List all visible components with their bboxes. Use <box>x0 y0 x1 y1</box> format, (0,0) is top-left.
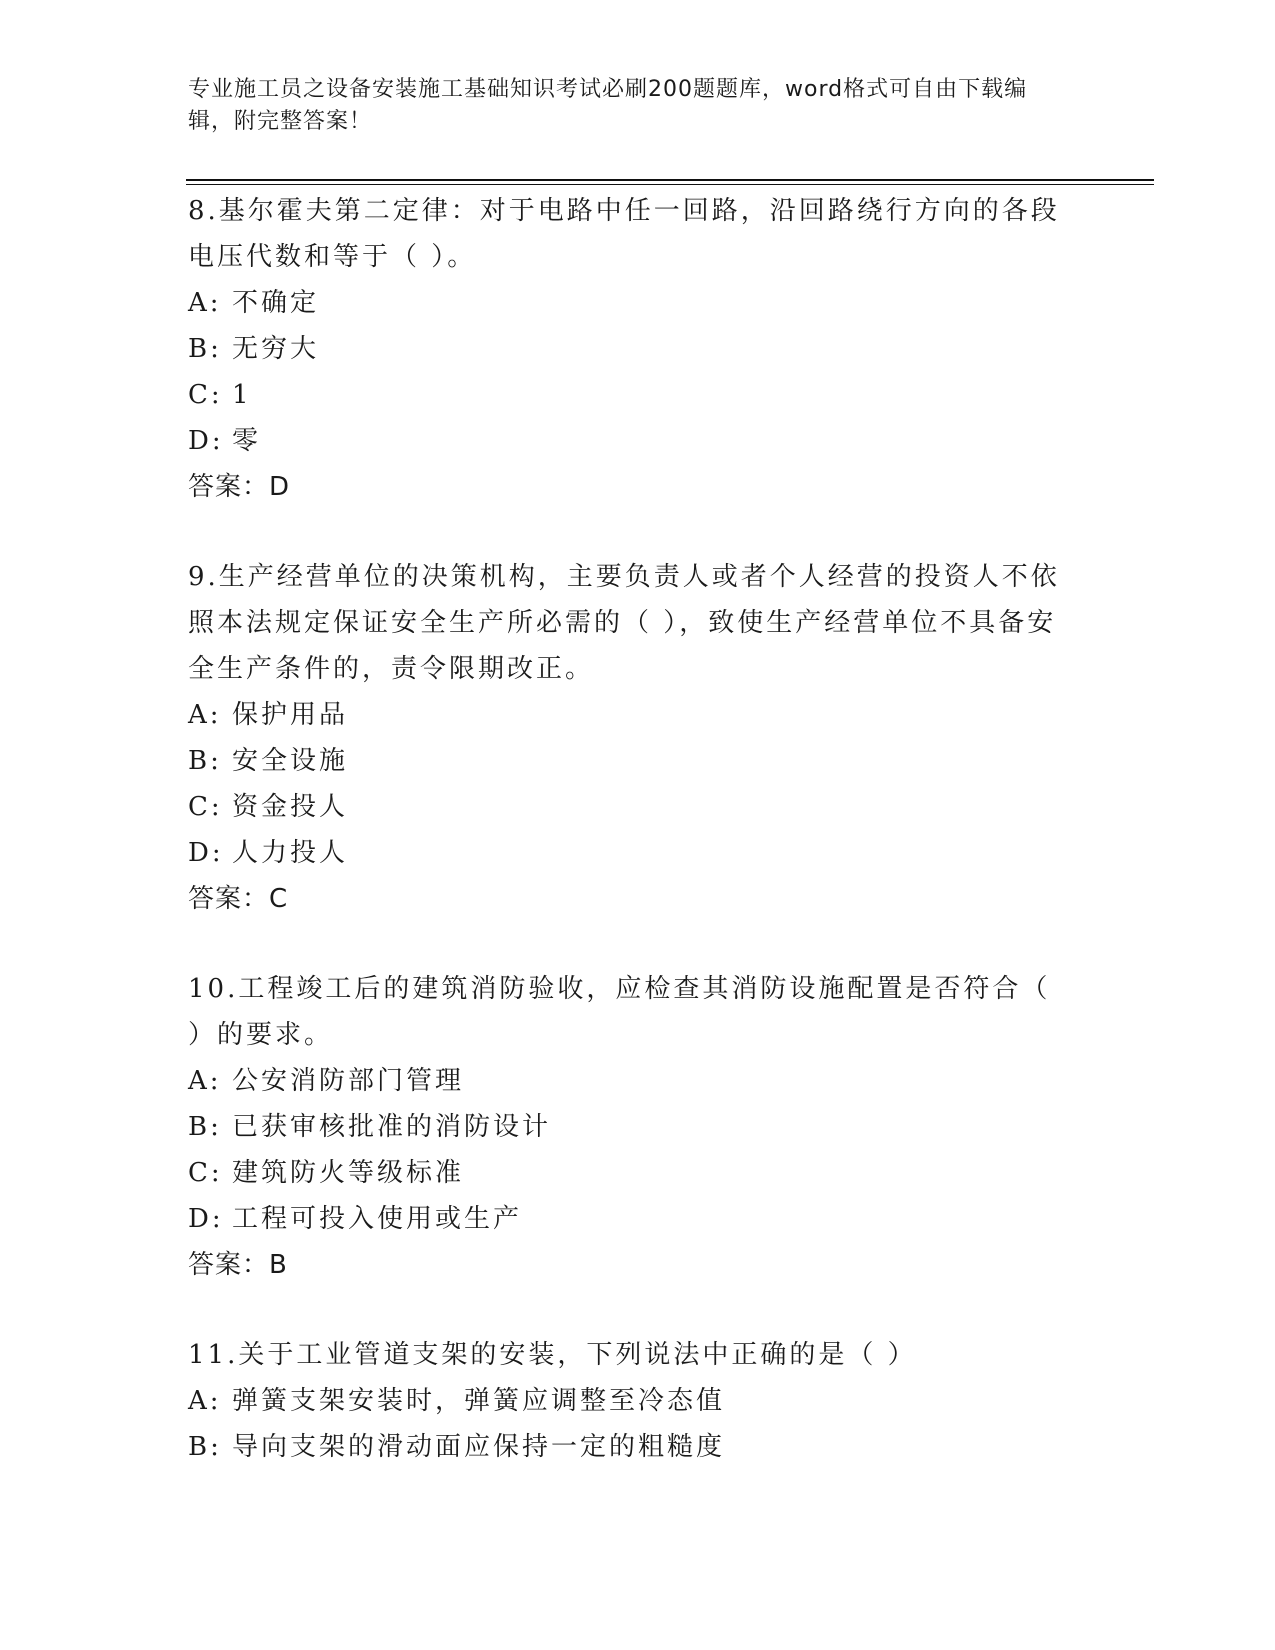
option-text: 资金投人 <box>232 792 349 822</box>
question-stem: 8.基尔霍夫第二定律：对于电路中任一回路，沿回路绕行方向的各段 <box>188 196 1060 226</box>
answer: 答案：C <box>188 884 289 914</box>
question-list <box>188 188 1088 1470</box>
option-key: A: <box>188 700 222 730</box>
option-key: D: <box>188 838 224 868</box>
question-stem: 9.生产经营单位的决策机构，主要负责人或者个人经营的投资人不依 <box>188 562 1060 592</box>
question-10 <box>188 966 1088 1288</box>
answer: 答案：D <box>188 472 291 502</box>
option-text: 导向支架的滑动面应保持一定的粗糙度 <box>232 1432 726 1462</box>
option-text: 工程可投入使用或生产 <box>232 1204 523 1234</box>
option-text: 1 <box>232 380 252 410</box>
option-key: D: <box>188 426 224 456</box>
option-text: 弹簧支架安装时，弹簧应调整至冷态值 <box>232 1386 726 1416</box>
option-key: C: <box>188 1158 223 1188</box>
option-text: 保护用品 <box>232 700 349 730</box>
option-key: C: <box>188 380 223 410</box>
question-stem: 照本法规定保证安全生产所必需的（ ），致使生产经营单位不具备安 <box>188 608 1057 638</box>
option-c <box>188 1150 1088 1196</box>
option-c <box>188 372 1088 418</box>
option-text: 已获审核批准的消防设计 <box>232 1112 552 1142</box>
option-key: A: <box>188 288 222 318</box>
question-stem: 11.关于工业管道支架的安装，下列说法中正确的是（ ） <box>188 1340 917 1370</box>
option-text: 安全设施 <box>232 746 349 776</box>
option-b <box>188 1104 1088 1150</box>
option-text: 无穷大 <box>232 334 320 364</box>
document-title: 专业施工员之设备安装施工基础知识考试必刷200题题库，word格式可自由下载编辑，附完整答案！ <box>188 77 1028 134</box>
option-a <box>188 1058 1088 1104</box>
header-divider-thick <box>186 179 1154 181</box>
question-stem: 全生产条件的，责令限期改正。 <box>188 654 595 684</box>
question-stem: 10.工程竣工后的建筑消防验收，应检查其消防设施配置是否符合（ <box>188 974 1051 1004</box>
option-c <box>188 784 1088 830</box>
header-divider-thin <box>186 184 1154 185</box>
option-key: A: <box>188 1066 222 1096</box>
question-8 <box>188 188 1088 510</box>
option-text: 人力投人 <box>232 838 349 868</box>
option-text: 建筑防火等级标准 <box>232 1158 465 1188</box>
option-d <box>188 418 1088 464</box>
option-b <box>188 326 1088 372</box>
question-stem: ）的要求。 <box>188 1020 334 1050</box>
option-key: B: <box>188 1112 222 1142</box>
option-text: 零 <box>232 426 262 456</box>
question-11 <box>188 1332 1088 1470</box>
answer: 答案：B <box>188 1250 288 1280</box>
option-text: 不确定 <box>232 288 320 318</box>
option-d <box>188 1196 1088 1242</box>
option-b <box>188 1424 1088 1470</box>
option-a <box>188 1378 1088 1424</box>
option-a <box>188 692 1088 738</box>
option-key: B: <box>188 334 222 364</box>
option-key: A: <box>188 1386 222 1416</box>
option-key: B: <box>188 1432 222 1462</box>
question-9 <box>188 554 1088 922</box>
option-a <box>188 280 1088 326</box>
option-text: 公安消防部门管理 <box>232 1066 465 1096</box>
option-key: B: <box>188 746 222 776</box>
option-b <box>188 738 1088 784</box>
document-header <box>188 74 1068 138</box>
option-d <box>188 830 1088 876</box>
option-key: C: <box>188 792 223 822</box>
option-key: D: <box>188 1204 224 1234</box>
question-stem: 电压代数和等于（ ）。 <box>188 242 477 272</box>
